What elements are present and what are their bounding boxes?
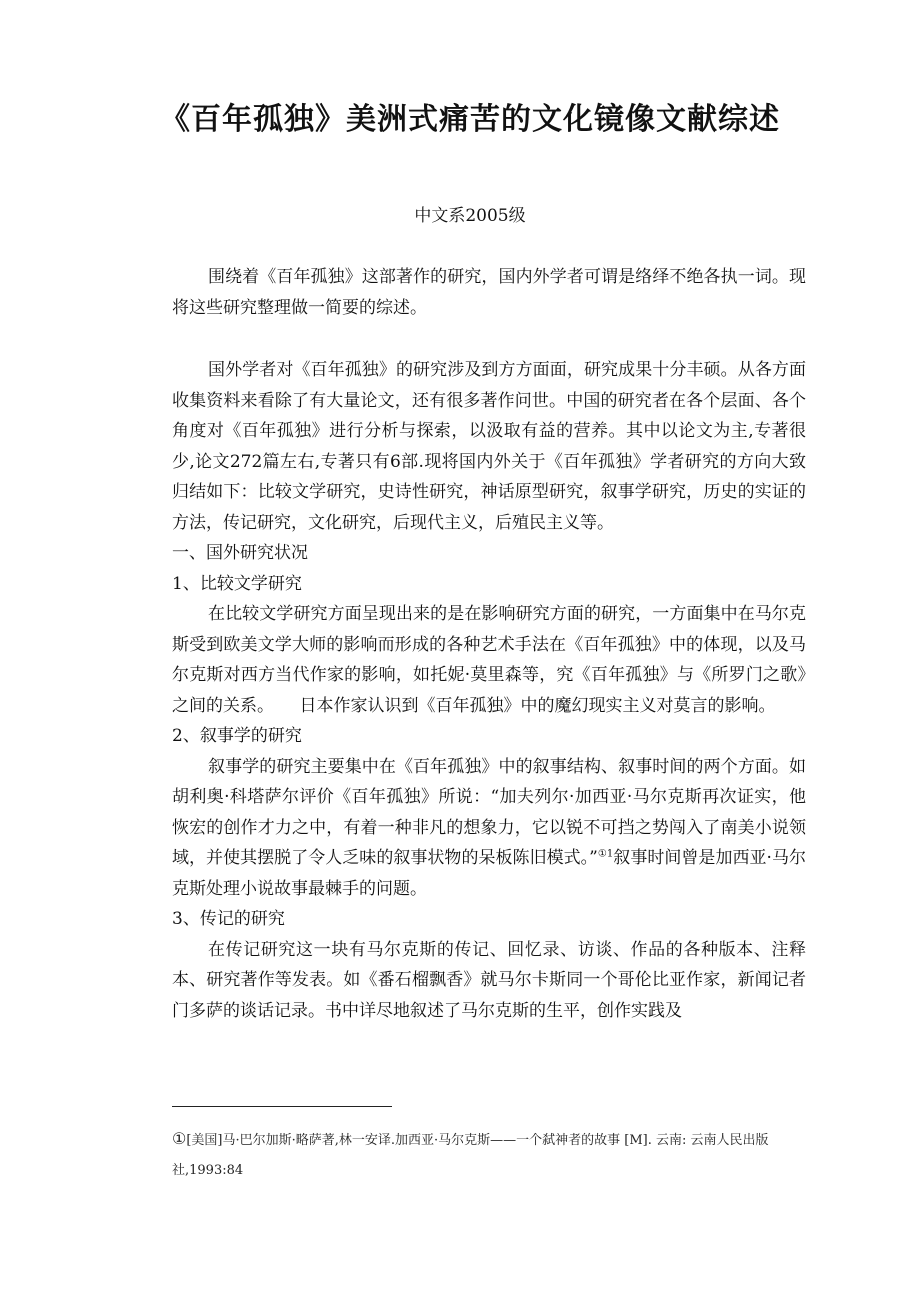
comparative-literature-paragraph: 在比较文学研究方面呈现出来的是在影响研究方面的研究，一方面集中在马尔克斯受到欧美文学大师的影响而形成的各种艺术手法在《百年孤独》中的体现，以及马尔克斯对西方当代作家的影响，如托妮·莫里森等，究《百年孤独》与《所罗门之歌》之间的关系。 日本作家认识到《百年孤独》中的魔幻现实主义对莫言的影响。 <box>172 604 806 716</box>
section-heading-foreign-research: 一、国外研究状况 <box>172 543 308 563</box>
intro-block <box>172 262 806 323</box>
main-content <box>172 355 806 1026</box>
biography-paragraph: 在传记研究这一块有马尔克斯的传记、回忆录、访谈、作品的各种版本、注释本、研究著作等发表。如《番石榴飘香》就马尔卡斯同一个哥伦比亚作家，新闻记者门多萨的谈话记录。书中详尽地叙述了马尔克斯的生平，创作实践及 <box>172 939 806 1021</box>
author-line: 中文系2005级 <box>414 206 526 226</box>
narratology-text-part-1: 叙事学的研究主要集中在《百年孤独》中的叙事结构、叙事时间的两个方面。如胡利奥·科塔萨尔评价《百年孤独》所说：“加夫列尔·加西亚·马尔克斯再次证实，他恢宏的创作才力之中，有着一种非凡的想象力，它以锐不可挡之势闯入了南美小说领域，并使其摆脱了令人乏味的叙事状物的呆板陈旧模式。” <box>172 756 806 868</box>
subheading-comparative-literature: 1、比较文学研究 <box>172 573 302 594</box>
footnote-separator <box>172 1106 392 1107</box>
subheading-biography: 3、传记的研究 <box>172 909 285 929</box>
footnote-reference[interactable]: ①1 <box>597 848 614 860</box>
footnote-marker: ① <box>172 1129 187 1148</box>
intro-paragraph: 围绕着《百年孤独》这部著作的研究，国内外学者可谓是络绎不绝各执一词。现将这些研究整理做一简要的综述。 <box>172 267 806 318</box>
footnote-text: [美国]马·巴尔加斯·略萨著,林一安译.加西亚·马尔克斯——一个弑神者的故事 [M]. 云南: 云南人民出版社,1993:84 <box>172 1133 769 1178</box>
document-title: 《百年孤独》美洲式痛苦的文化镜像文献综述 <box>160 102 780 137</box>
footnote <box>172 1124 812 1186</box>
subheading-narratology: 2、叙事学的研究 <box>172 726 302 746</box>
narratology-paragraph <box>172 752 806 905</box>
overview-paragraph: 国外学者对《百年孤独》的研究涉及到方方面面，研究成果十分丰硕。从各方面收集资料来看除了有大量论文，还有很多著作问世。中国的研究者在各个层面、各个角度对《百年孤独》进行分析与探索，以汲取有益的营养。其中以论文为主,专著很少,论文272篇左右,专著只有6部.现将国内外关于《百年孤独》学者研究的方向大致归结如下：比较文学研究，史诗性研究，神话原型研究，叙事学研究，历史的实证的方法，传记研究，文化研究，后现代主义，后殖民主义等。 <box>172 360 806 533</box>
narratology-text-part-2: 叙事时间曾是加西亚·马尔克斯处理小说故事最棘手的问题。 <box>172 848 806 899</box>
